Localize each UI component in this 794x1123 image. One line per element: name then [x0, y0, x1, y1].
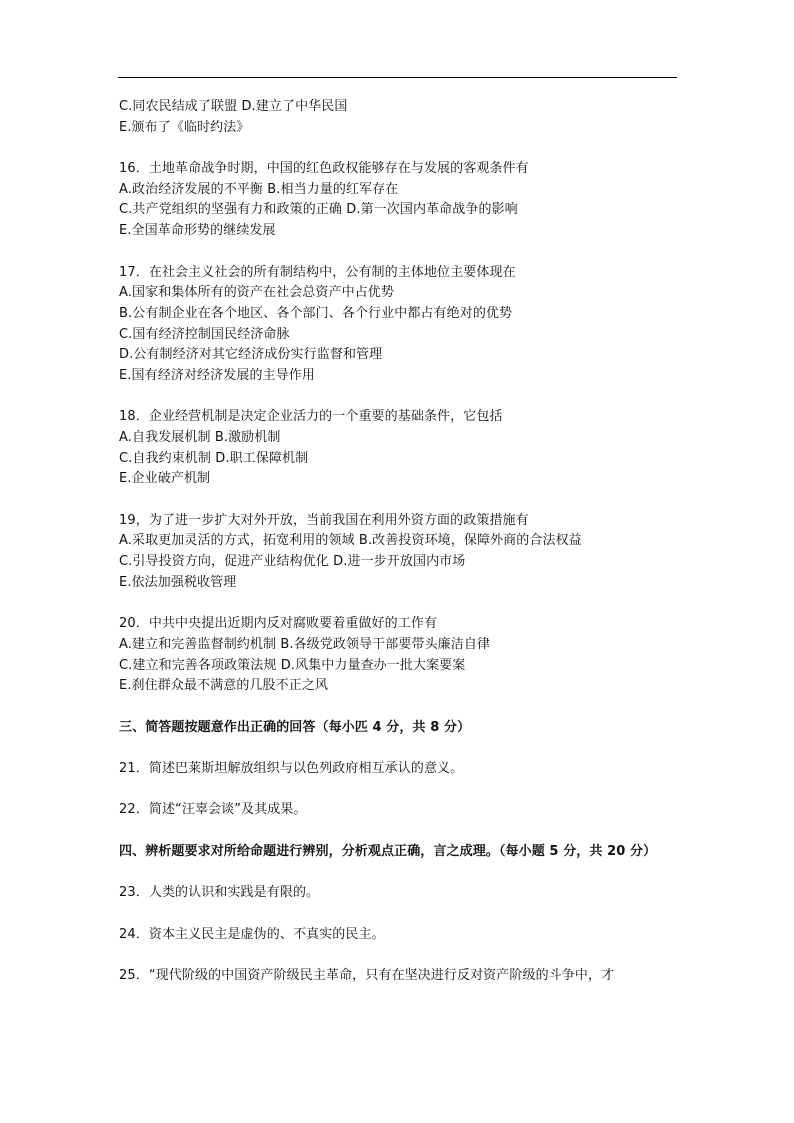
section-heading-short-answer: 三、简答题按题意作出正确的回答（每小匹 4 分，共 8 分） [119, 719, 471, 735]
header-rule [118, 77, 677, 78]
document-body [119, 97, 679, 987]
question-20 [119, 614, 679, 697]
option-line: A.政治经济发展的不平衡 B.相当力量的红军存在 [119, 181, 399, 197]
option-line: D.公有制经济对其它经济成份实行监督和管理 [119, 347, 383, 363]
option-line: C.建立和完善各项政策法规 D.风集中力量查办一批大案要案 [119, 657, 466, 673]
option-line: A.建立和完善监督制约机制 B.各级党政领导干部要带头廉洁自律 [119, 636, 491, 652]
question-17 [119, 263, 679, 387]
question-25: 25．“现代阶级的中国资产阶级民主革命，只有在坚决进行反对资产阶级的斗争中，才 [119, 967, 615, 983]
option-line: E.依法加强税收管理 [119, 574, 237, 590]
option-line: A.国家和集体所有的资产在社会总资产中占优势 [119, 285, 394, 301]
option-line: E.国有经济对经济发展的主导作用 [119, 367, 315, 383]
question-stem: 16．土地革命战争时期，中国的红色政权能够存在与发展的客观条件有 [119, 161, 529, 177]
option-line: A.采取更加灵活的方式，拓宽利用的领域 B.改善投资环境，保障外商的合法权益 [119, 533, 582, 549]
question-24: 24．资本主义民主是虚伪的、不真实的民主。 [119, 926, 385, 942]
option-line: C.自我约束机制 D.职工保障机制 [119, 450, 309, 466]
continued-options [119, 97, 679, 138]
question-stem: 20．中共中央提出近期内反对腐败要着重做好的工作有 [119, 616, 438, 632]
option-line: B.公有制企业在各个地区、各个部门、各个行业中都占有绝对的优势 [119, 305, 513, 321]
question-stem: 18．企业经营机制是决定企业活力的一个重要的基础条件，它包括 [119, 409, 503, 425]
option-line: C.同农民结成了联盟 D.建立了中华民国 [119, 99, 348, 114]
question-16 [119, 159, 679, 242]
question-stem: 19，为了进一步扩大对外开放，当前我国在利用外资方面的政策措施有 [119, 512, 529, 528]
option-line: A.自我发展机制 B.激励机制 [119, 430, 281, 445]
option-line: E.企业破产机制 [119, 471, 211, 487]
option-line: C.共产党组织的坚强有力和政策的正确 D.第一次国内革命战争的影响 [119, 202, 518, 218]
question-21: 21．简述巴莱斯坦解放组织与以色列政府相互承认的意义。 [119, 761, 464, 777]
question-23: 23．人类的认识和实践是有限的。 [119, 885, 320, 901]
question-18 [119, 407, 679, 490]
question-22: 22．简述“汪辜会谈”及其成果。 [119, 802, 307, 818]
option-line: C.引导投资方向，促进产业结构优化 D.进一步开放国内市场 [119, 554, 466, 570]
section-heading-analysis: 四、辨析题要求对所给命题进行辨别，分析观点正确，言之成理。（每小题 5 分，共 20 分） [119, 843, 657, 859]
option-line: E.颁布了《临时约法》 [119, 119, 250, 135]
option-line: E.全国革命形势的继续发展 [119, 223, 276, 239]
option-line: E.刹住群众最不满意的几股不正之风 [119, 678, 329, 694]
option-line: C.国有经济控制国民经济命脉 [119, 326, 290, 342]
question-19 [119, 511, 679, 594]
question-stem: 17．在社会主义社会的所有制结构中，公有制的主体地位主要体现在 [119, 264, 516, 280]
